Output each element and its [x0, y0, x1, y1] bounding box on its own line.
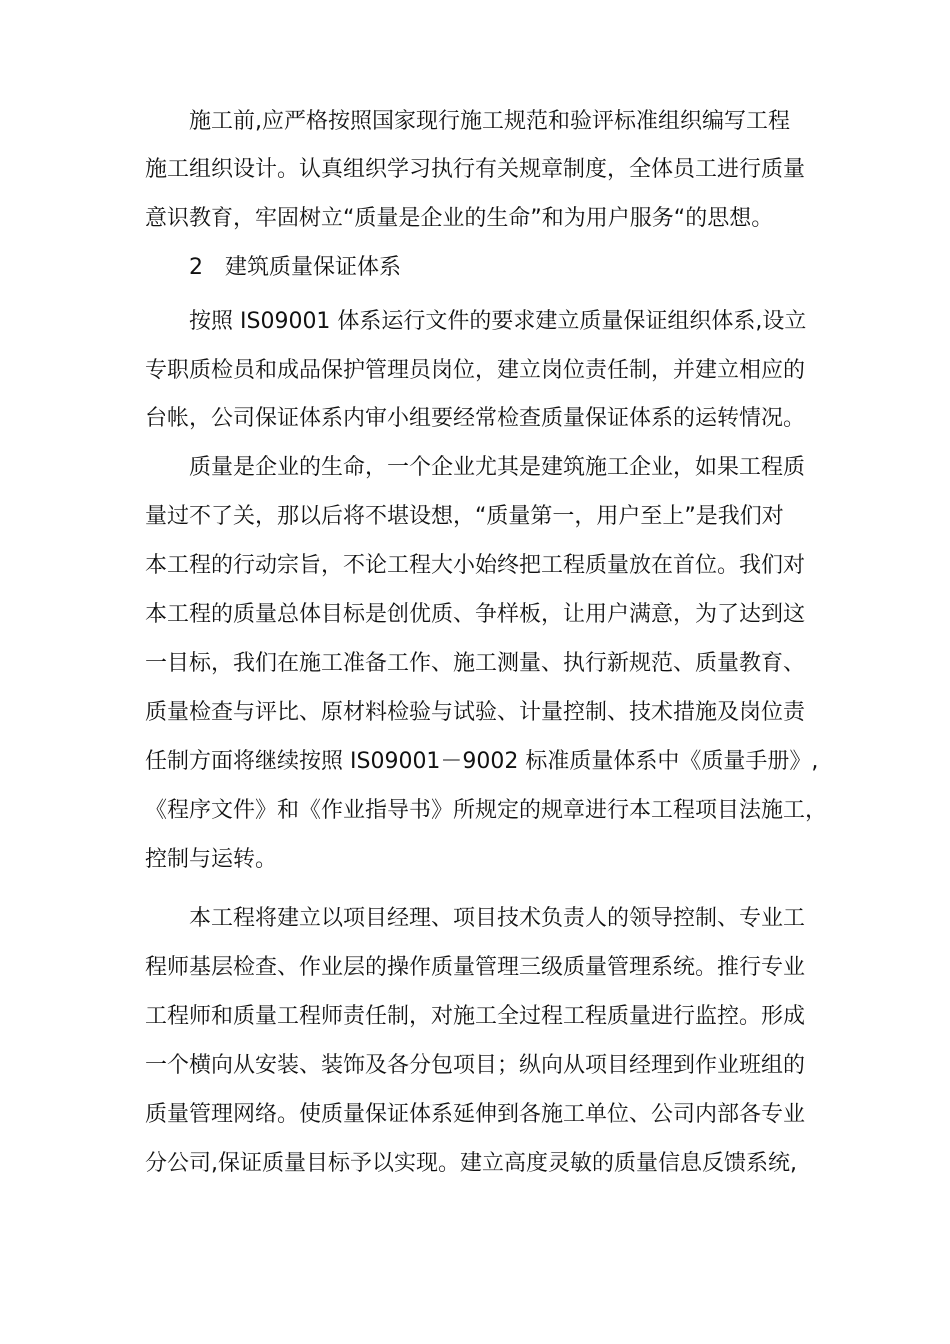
text-line: 本工程的质量总体目标是创优质、争样板，让用户满意，为了达到这 [145, 602, 806, 627]
text-line: 任制方面将继续按照 IS09001－9002 标准质量体系中《质量手册》, [145, 749, 819, 774]
text-line: 质量检查与评比、原材料检验与试验、计量控制、技术措施及岗位责 [145, 700, 806, 725]
text-line: 一个横向从安装、装饰及各分包项目；纵向从项目经理到作业班组的 [145, 1053, 806, 1078]
text-line: 质量管理网络。使质量保证体系延伸到各施工单位、公司内部各专业 [145, 1102, 806, 1127]
text-line: 量过不了关，那以后将不堪设想，“质量第一，用户至上”是我们对 [145, 504, 784, 529]
text-line: 质量是企业的生命，一个企业尤其是建筑施工企业，如果工程质 [189, 455, 806, 480]
text-line: 施工组织设计。认真组织学习执行有关规章制度，全体员工进行质量 [145, 157, 806, 182]
text-line: 一目标，我们在施工准备工作、施工测量、执行新规范、质量教育、 [145, 651, 806, 676]
text-line: 按照 IS09001 体系运行文件的要求建立质量保证组织体系,设立 [189, 309, 807, 334]
text-line: 分公司,保证质量目标予以实现。建立高度灵敏的质量信息反馈系统, [145, 1151, 797, 1176]
text-line: 工程师和质量工程师责任制，对施工全过程工程质量进行监控。形成 [145, 1004, 806, 1029]
text-line: 专职质检员和成品保护管理员岗位，建立岗位责任制，并建立相应的 [145, 358, 806, 383]
text-line: 施工前,应严格按照国家现行施工规范和验评标准组织编写工程 [189, 109, 790, 134]
text-line: 程师基层检查、作业层的操作质量管理三级质量管理系统。推行专业 [145, 955, 806, 980]
text-line: 意识教育，牢固树立“质量是企业的生命”和为用户服务“的思想。 [145, 206, 774, 231]
text-line: 控制与运转。 [145, 847, 278, 872]
text-line: 本工程的行动宗旨，不论工程大小始终把工程质量放在首位。我们对 [145, 553, 806, 578]
section-heading: 2 建筑质量保证体系 [189, 255, 401, 280]
text-line: 台帐，公司保证体系内审小组要经常检查质量保证体系的运转情况。 [145, 406, 806, 431]
text-line: 本工程将建立以项目经理、项目技术负责人的领导控制、专业工 [189, 906, 806, 931]
text-line: 《程序文件》和《作业指导书》所规定的规章进行本工程项目法施工， [145, 798, 828, 823]
